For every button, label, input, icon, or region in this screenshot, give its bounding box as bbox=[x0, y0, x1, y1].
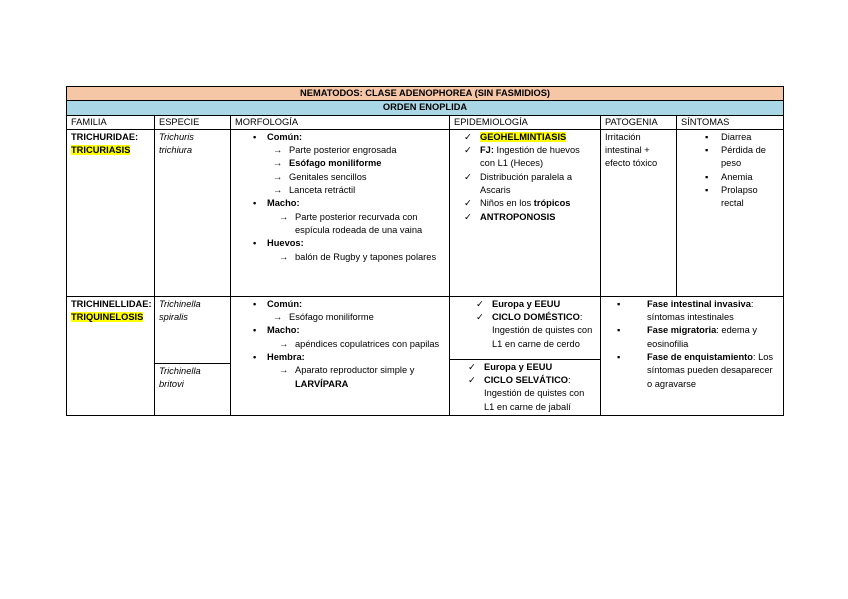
disease-name: TRICURIASIS bbox=[71, 145, 131, 156]
header-patogenia: PATOGENIA bbox=[601, 115, 677, 129]
fj-text: Ingestión de huevos con L1 (Heces) bbox=[480, 145, 580, 169]
epi-domestico bbox=[450, 297, 600, 360]
morf-item: → Parte posterior recurvada con espícula rodeada de una vaina bbox=[235, 211, 445, 238]
disease-name: TRIQUINELOSIS bbox=[71, 312, 144, 323]
fase-text: Los síntomas pueden desaparecer o agravarse bbox=[647, 352, 774, 389]
epi-item bbox=[454, 131, 596, 144]
fj-label: FJ: bbox=[480, 145, 494, 156]
fase-text: síntomas intestinales bbox=[647, 312, 734, 323]
familia-name: TRICHINELLIDAE: bbox=[71, 298, 152, 309]
epi-item: ✓ Europa y EEUU bbox=[466, 298, 596, 311]
morf-label: • Macho: bbox=[235, 197, 445, 210]
morfologia-cell bbox=[231, 296, 450, 415]
familia-cell bbox=[67, 296, 155, 415]
header-epidemiologia: EPIDEMIOLOGÍA bbox=[450, 115, 601, 129]
morf-label: • Huevos: bbox=[235, 237, 445, 250]
header-morfologia: MORFOLOGÍA bbox=[231, 115, 450, 129]
morfologia-cell bbox=[231, 129, 450, 296]
epi-item: ✓ CICLO SELVÁTICO: Ingestión de quistes con L1 en carne de jabalí bbox=[458, 374, 596, 414]
header-familia: FAMILIA bbox=[67, 115, 155, 129]
morf-item: → Esófago moniliforme bbox=[235, 157, 445, 170]
ciclo-text: Ingestión de quistes con L1 en carne de jabalí bbox=[484, 388, 585, 412]
epi-item: ✓ Distribución paralela a Ascaris bbox=[454, 171, 596, 198]
epi-item bbox=[454, 144, 596, 171]
morf-label: • Hembra: bbox=[235, 351, 445, 364]
nematodos-table bbox=[66, 86, 784, 416]
table-subtitle: ORDEN ENOPLIDA bbox=[67, 101, 784, 115]
epi-item: ✓ CICLO DOMÉSTICO: Ingestión de quistes con L1 en carne de cerdo bbox=[466, 311, 596, 351]
morf-item: → balón de Rugby y tapones polares bbox=[235, 251, 445, 264]
epi-item bbox=[454, 197, 596, 210]
patogenia-sintomas-cell bbox=[601, 296, 784, 415]
fase-label: Fase intestinal invasiva bbox=[647, 298, 751, 309]
morf-label: • Común: bbox=[235, 298, 445, 311]
header-row bbox=[67, 115, 784, 129]
sintomas-cell bbox=[677, 129, 784, 296]
epidemiologia-cell bbox=[450, 129, 601, 296]
header-especie: ESPECIE bbox=[155, 115, 231, 129]
morf-label: • Macho: bbox=[235, 324, 445, 337]
document-page bbox=[66, 86, 783, 416]
morf-item: → Parte posterior engrosada bbox=[235, 144, 445, 157]
especie-britovi: Trichinella britovi bbox=[159, 365, 201, 390]
fase-label: Fase migratoria bbox=[647, 325, 717, 336]
morf-item: → Lanceta retráctil bbox=[235, 184, 445, 197]
familia-name: TRICHURIDAE: bbox=[71, 131, 139, 142]
familia-cell bbox=[67, 129, 155, 296]
epi-selvatico bbox=[450, 360, 600, 415]
ciclo-label: CICLO SELVÁTICO bbox=[484, 375, 569, 386]
morf-item: → apéndices copulatrices con papilas bbox=[235, 338, 445, 351]
especie-cell: Trichuris trichiura bbox=[155, 129, 231, 296]
fase-label: Fase de enquistamiento bbox=[647, 352, 753, 363]
geohelmintiasis-text: GEOHELMINTIASIS bbox=[480, 131, 567, 142]
sintoma-item: ▪ Diarrea bbox=[681, 131, 779, 144]
morf-item: → Esófago moniliforme bbox=[235, 311, 445, 324]
sintoma-item: ▪ Fase intestinal invasiva: síntomas intestinales bbox=[605, 298, 779, 325]
epi-item: ✓ Europa y EEUU bbox=[458, 361, 596, 374]
sintoma-item: ▪ Fase de enquistamiento: Los síntomas pueden desaparecer o agravarse bbox=[605, 351, 779, 391]
fase-text: edema y eosinofilia bbox=[647, 325, 758, 349]
table-row-trichuridae bbox=[67, 129, 784, 296]
sintoma-item: ▪ Prolapso rectal bbox=[681, 184, 779, 211]
hembra-text: Aparato reproductor simple y bbox=[295, 365, 415, 376]
epi-item: ✓ ANTROPONOSIS bbox=[454, 211, 596, 224]
especie-spiralis: Trichinella spiralis bbox=[155, 297, 230, 364]
epidemiologia-cell bbox=[450, 296, 601, 415]
sintoma-item: ▪ Pérdida de peso bbox=[681, 144, 779, 171]
table-title: NEMATODOS: CLASE ADENOPHOREA (SIN FASMIDIOS) bbox=[67, 87, 784, 101]
sintoma-item: ▪ Anemia bbox=[681, 171, 779, 184]
ninos-text: Niños en los bbox=[480, 198, 534, 209]
table-row-trichinellidae bbox=[67, 296, 784, 415]
morf-item bbox=[235, 364, 445, 391]
tropicos-text: trópicos bbox=[533, 198, 571, 209]
sintoma-item: ▪ Fase migratoria: edema y eosinofilia bbox=[605, 324, 779, 351]
morf-label: • Común: bbox=[235, 131, 445, 144]
larvipara-text: LARVÍPARA bbox=[295, 378, 349, 389]
especie-cell bbox=[155, 296, 231, 415]
morf-item: → Genitales sencillos bbox=[235, 171, 445, 184]
patogenia-cell: Irritación intestinal + efecto tóxico bbox=[601, 129, 677, 296]
ciclo-label: CICLO DOMÉSTICO bbox=[492, 312, 580, 323]
ciclo-text: Ingestión de quistes con L1 en carne de cerdo bbox=[492, 325, 593, 349]
header-sintomas: SÍNTOMAS bbox=[677, 115, 784, 129]
